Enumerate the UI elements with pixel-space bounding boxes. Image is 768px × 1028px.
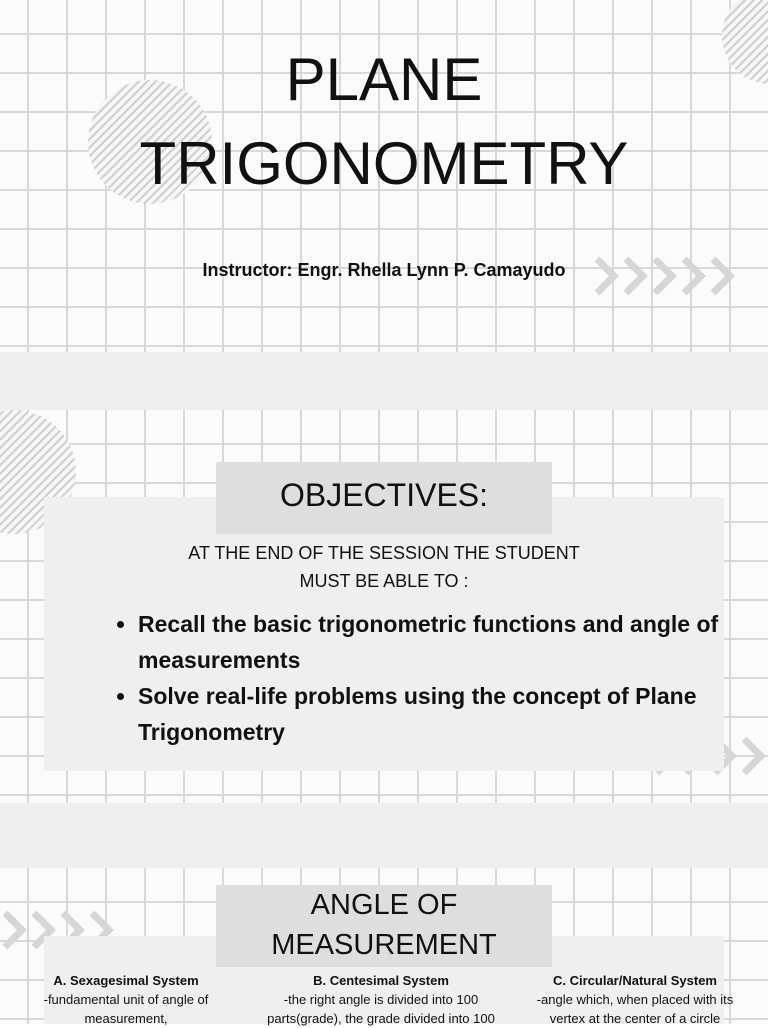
objective-item: • Recall the basic trigonometric functions and angle of measurements xyxy=(138,606,728,678)
angle-heading-line-1: ANGLE OF xyxy=(310,889,458,921)
system-title: A. Sexagesimal System xyxy=(53,973,199,988)
system-description-line: vertex at the center of a circle xyxy=(549,1011,721,1026)
sexagesimal-system xyxy=(10,971,242,1028)
chevrons-decoration xyxy=(592,254,736,298)
objectives-intro-line-1: AT THE END OF THE SESSION THE STUDENT xyxy=(188,543,580,563)
system-description-line: -fundamental unit of angle of xyxy=(43,992,209,1007)
slide-separator xyxy=(0,803,768,868)
title-line-2: TRIGONOMETRY xyxy=(139,130,629,197)
system-title: B. Centesimal System xyxy=(313,973,449,988)
angle-heading xyxy=(216,885,552,967)
instructor-name: Instructor: Engr. Rhella Lynn P. Camayudo xyxy=(202,260,566,280)
system-title: C. Circular/Natural System xyxy=(552,973,717,988)
system-description-line: -angle which, when placed with its xyxy=(536,992,734,1007)
objectives-heading: OBJECTIVES: xyxy=(216,462,552,534)
circular-natural-system xyxy=(519,971,751,1028)
system-description-line: parts(grade), the grade divided into 100 xyxy=(267,1011,495,1026)
centesimal-system xyxy=(265,971,497,1028)
objective-item: • Solve real-life problems using the concept of Plane Trigonometry xyxy=(138,678,728,750)
angle-heading-line-2: MEASUREMENT xyxy=(271,929,497,961)
slide-separator xyxy=(0,352,768,410)
objectives-intro-line-2: MUST BE ABLE TO : xyxy=(299,571,469,591)
system-description-line: -the right angle is divided into 100 xyxy=(283,992,479,1007)
objectives-list xyxy=(110,606,728,750)
title-line-1: PLANE xyxy=(285,46,483,113)
system-description-line: measurement, xyxy=(84,1011,168,1026)
title-slide xyxy=(0,0,768,352)
